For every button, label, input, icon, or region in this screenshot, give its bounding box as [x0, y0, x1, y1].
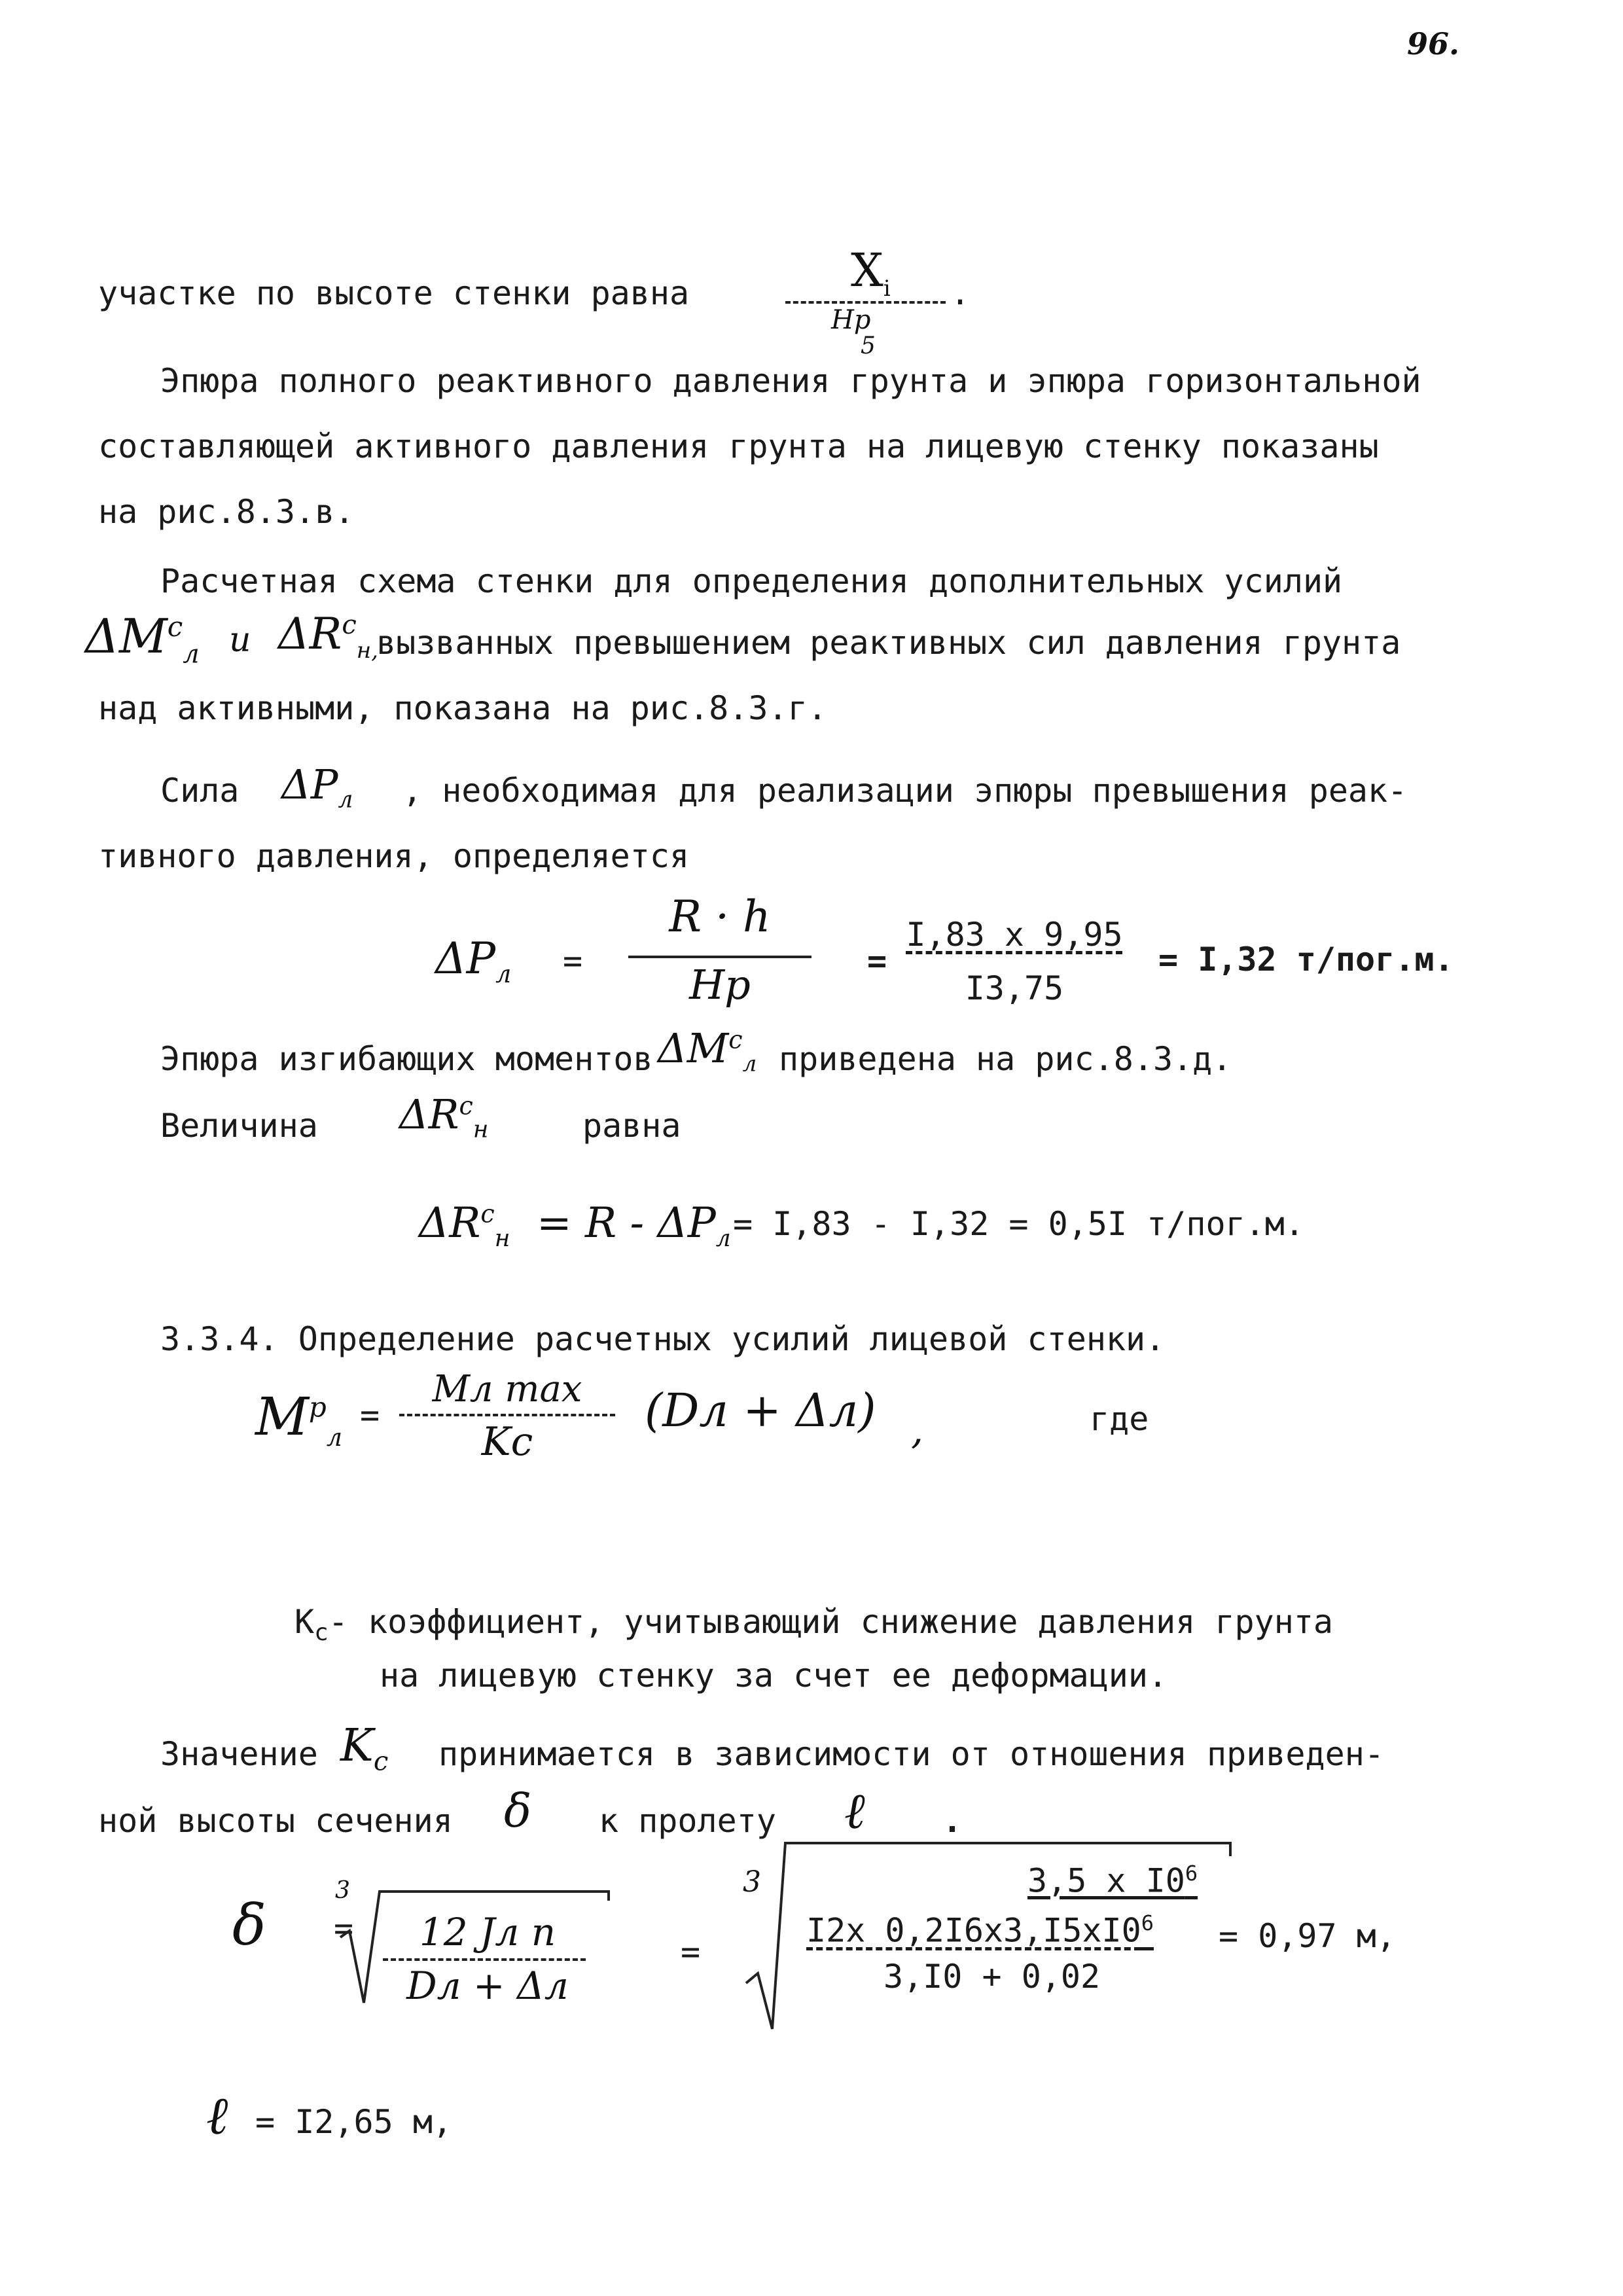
frac-5-den: 5: [861, 332, 876, 359]
kc-symbol: $K_c$: [340, 1720, 389, 1777]
eq2-values: = I,83 - I,32 = 0,5I т/пог.м.: [733, 1205, 1304, 1243]
paragraph-4-a: Эпюра изгибающих моментов: [160, 1040, 653, 1078]
section-heading: 3.3.4. Определение расчетных усилий лицевой стенки.: [160, 1320, 1166, 1358]
eq4-top: 3,5 x $I0^6$: [1027, 1861, 1198, 1900]
delta-p-l: $\Delta P_л$: [281, 761, 353, 814]
eq1-fraction-bar: [628, 956, 812, 958]
eq1-denominator: Hp: [689, 961, 751, 1009]
eq3-lhs: $M^p_л$: [255, 1386, 343, 1452]
eq5-ell: ℓ: [206, 2085, 228, 2146]
paragraph-3-line-1-b: , необходимая для реализации эпюры превышения реак-: [402, 772, 1408, 810]
eq4-fraction-bar: [383, 1958, 586, 1961]
eq4-denominator: Dл + Δл: [406, 1964, 569, 2008]
eq1-numerator-2: I,83 x 9,95: [906, 916, 1123, 954]
eq3-paren: (Dл + Δл): [645, 1384, 876, 1437]
paragraph-7-b: к пролету: [599, 1802, 776, 1840]
eq1-equals-2: =: [867, 942, 887, 980]
eq1-equals: =: [563, 942, 583, 980]
eq4-bottom: 3,I0 + 0,02: [883, 1958, 1101, 1996]
paragraph-7-a: ной высоты сечения: [98, 1802, 453, 1840]
paragraph-3-line-1-a: Сила: [160, 772, 240, 810]
paragraph-6-a: Значение: [160, 1735, 318, 1773]
paragraph-1-line-2: составляющей активного давления грунта на лицевую стенку показаны: [98, 427, 1379, 465]
eq4-equals-2: =: [681, 1933, 701, 1971]
paragraph-3-line-2: тивного давления, определяется: [98, 837, 690, 875]
eq3-comma: ,: [911, 1407, 924, 1453]
kc-definition-line-1: $K_c-$ коэффициент, учитывающий снижение давления грунта: [294, 1603, 1334, 1646]
and-word: и: [229, 620, 251, 660]
eq1-result: = I,32 т/пог.м.: [1158, 941, 1454, 978]
paragraph-6-b: принимается в зависимости от отношения приведен-: [438, 1735, 1384, 1773]
eq3-denominator: Kc: [481, 1419, 533, 1465]
eq4-numerator: 12 Jл n: [419, 1910, 556, 1954]
eq4-equals: =: [334, 1909, 354, 1947]
eq3-fraction-bar: [399, 1414, 615, 1416]
paragraph-2-line-1: Расчетная схема стенки для определения дополнительных усилий: [160, 562, 1343, 600]
eq4-lhs: δ: [232, 1893, 266, 1958]
eq1-numerator: R · h: [669, 891, 771, 942]
delta-m-c-l-2: $\Delta M^c_л$: [658, 1024, 757, 1077]
eq5-value: = I2,65 м,: [255, 2103, 453, 2141]
kc-definition-line-2: на лицевую стенку за счет ее деформации.: [380, 1657, 1168, 1695]
eq3-where: где: [1090, 1400, 1149, 1438]
line-intro: участке по высоте стенки равна: [98, 274, 690, 312]
ell-symbol: ℓ: [844, 1782, 865, 1840]
eq4-result: = 0,97 м,: [1219, 1917, 1396, 1955]
eq1-lhs: $\Delta P_л$: [435, 933, 512, 989]
eq3-numerator: Mл max: [432, 1368, 582, 1410]
paragraph-2-line-3: над активными, показана на рис.8.3.г.: [98, 689, 827, 727]
paragraph-1-line-3: на рис.8.3.в.: [98, 493, 355, 531]
eq2-mid: = R - $\Delta P_л$: [537, 1199, 731, 1252]
paragraph-2-line-2: вызванных превышением реактивных сил давления грунта: [376, 624, 1401, 662]
eq4-middle: I2x $0,2I6x3,I5xI0^6$: [806, 1910, 1154, 1950]
eq2-lhs: $\Delta R^c_н$: [419, 1199, 510, 1252]
delta-m-c-l: $\Delta M^c_л$: [85, 609, 200, 670]
fraction-bar: [785, 301, 946, 304]
frac-hp-den: Hp: [831, 305, 871, 335]
page-number: 96.: [1407, 26, 1460, 62]
paragraph-4-b: приведена на рис.8.3.д.: [779, 1040, 1232, 1078]
delta-r-c-n: $\Delta R^c_{н,}$: [278, 609, 378, 664]
delta-symbol: δ: [504, 1784, 532, 1838]
paragraph-5-b: равна: [582, 1107, 681, 1145]
line-intro-end: .: [950, 274, 971, 312]
paragraph-1-line-1: Эпюра полного реактивного давления грунта и эпюра горизонтальной: [160, 362, 1421, 400]
eq4-root-index-2: 3: [743, 1865, 761, 1899]
eq3-equals: =: [360, 1396, 380, 1434]
frac-x-num: $X_i$: [851, 243, 891, 302]
paragraph-7-c: .: [942, 1802, 963, 1840]
delta-r-c-n-2: $\Delta R^c_н$: [399, 1090, 489, 1143]
eq4-root-index: 3: [335, 1877, 350, 1904]
paragraph-5-a: Величина: [160, 1107, 318, 1145]
eq1-denominator-2: I3,75: [965, 969, 1064, 1007]
